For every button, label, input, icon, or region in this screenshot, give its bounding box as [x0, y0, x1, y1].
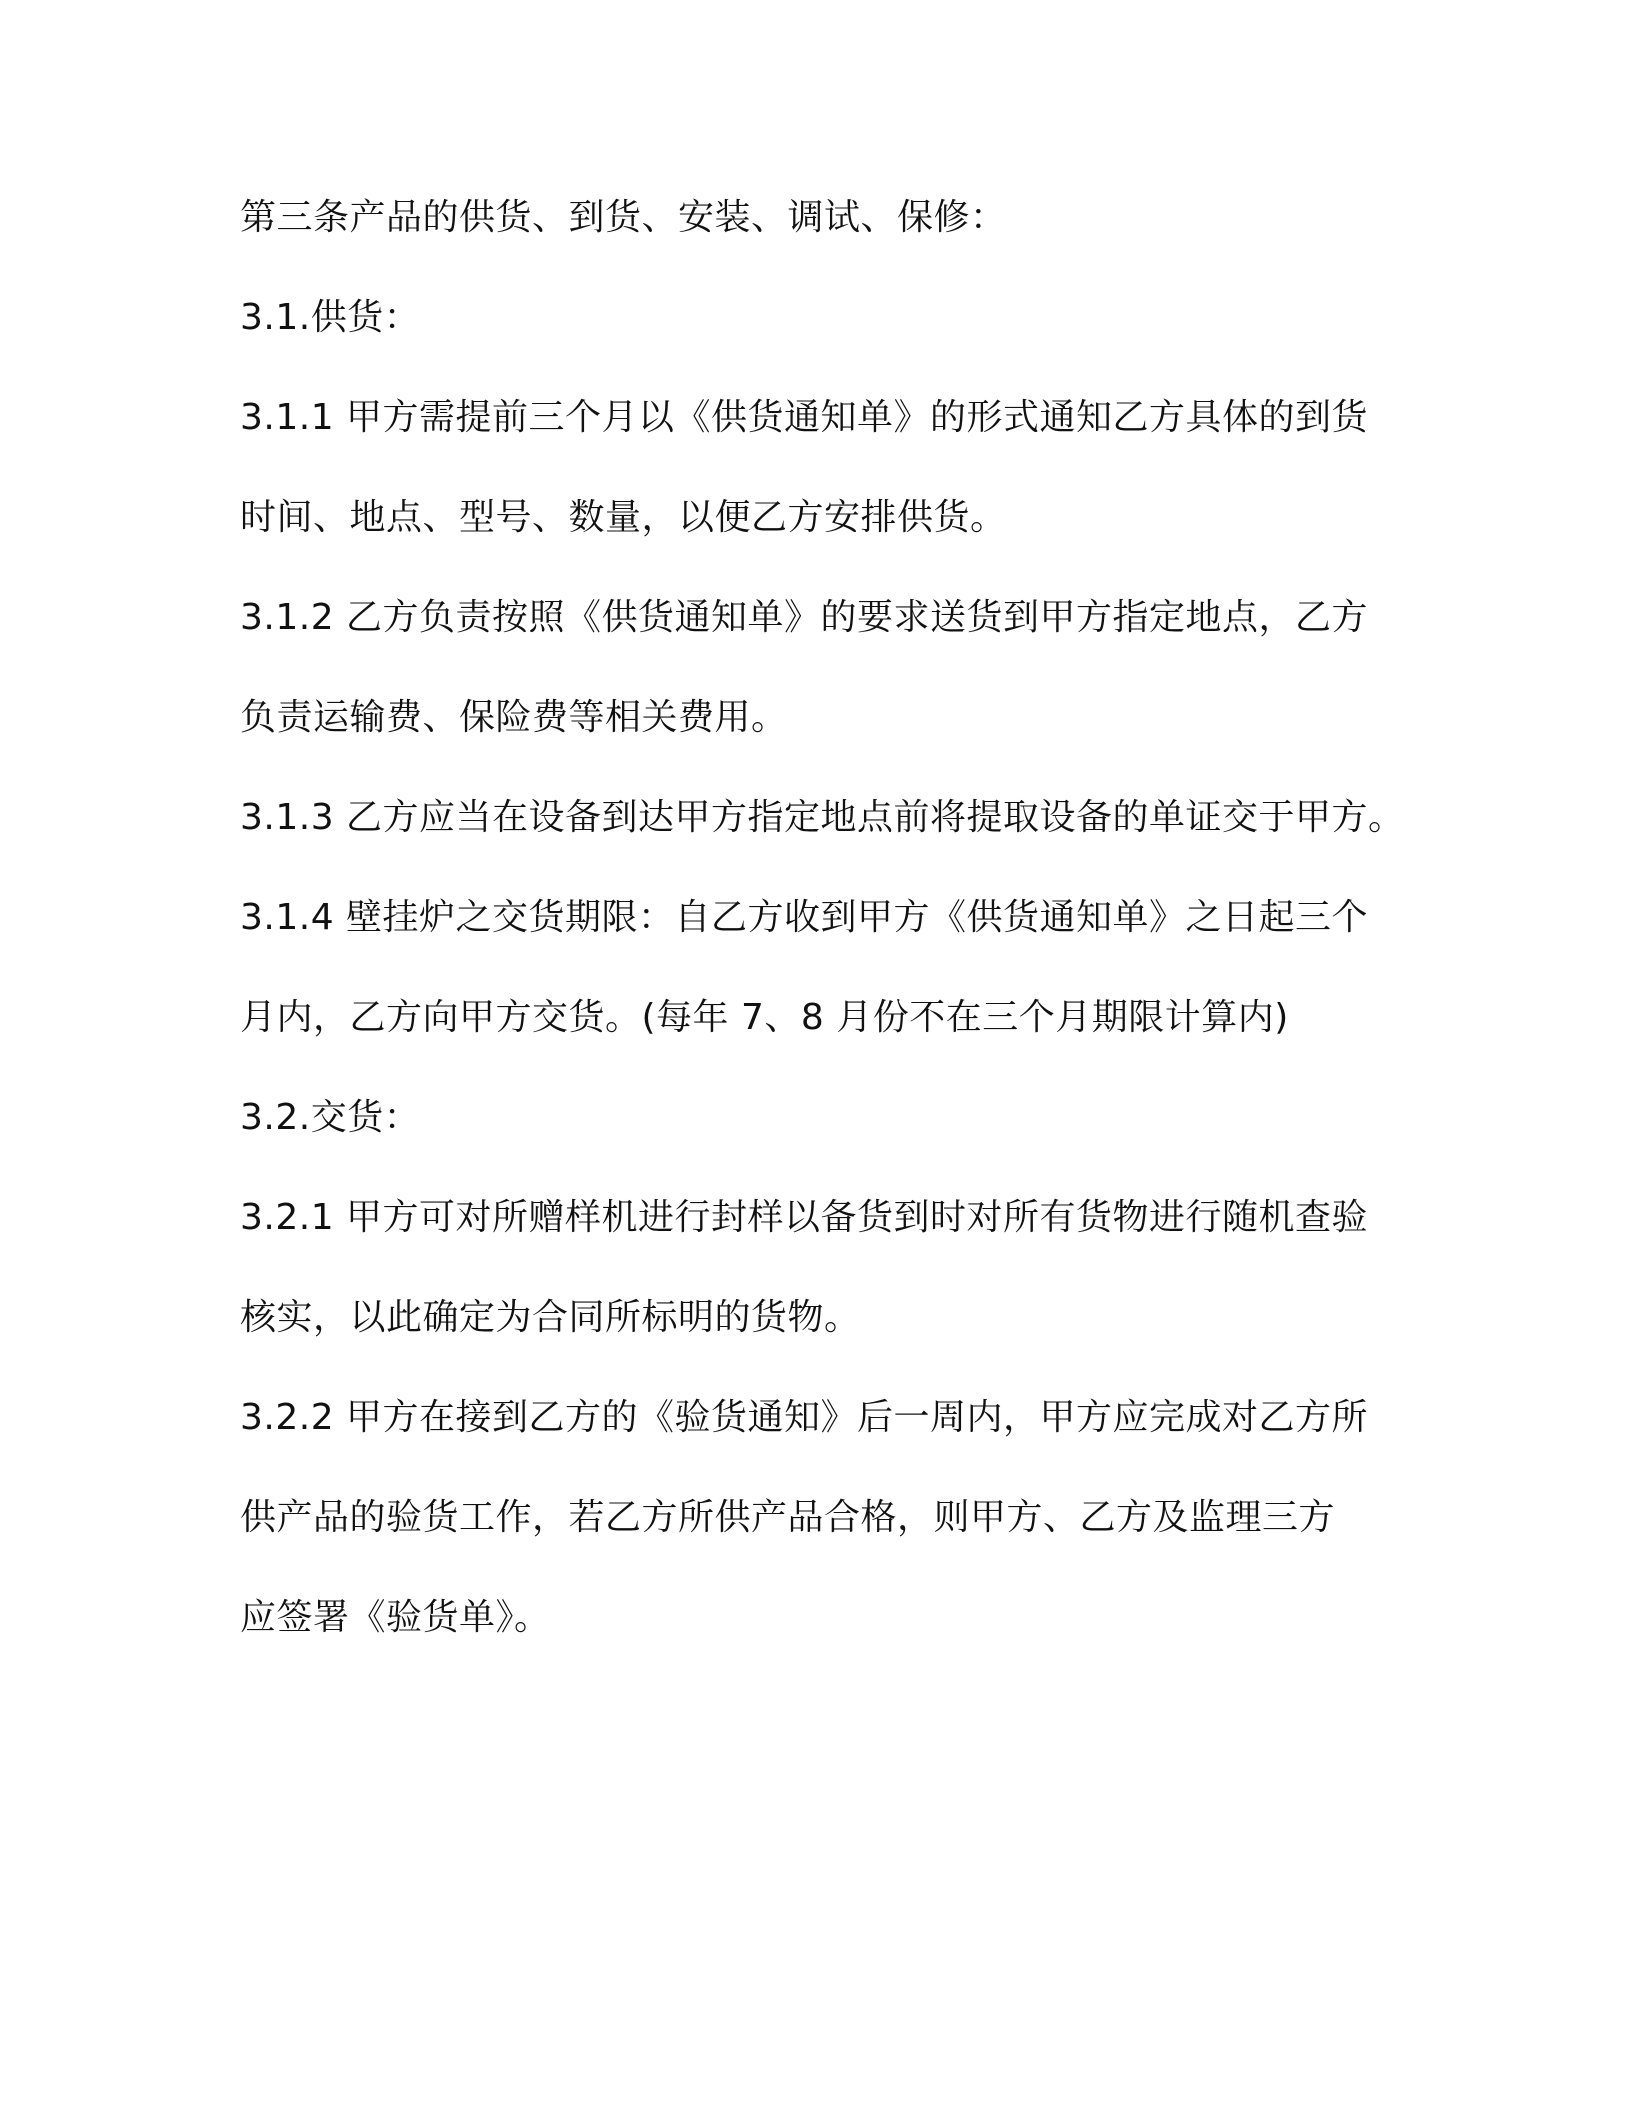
clause-3-1-1-cont: 时间、地点、型号、数量，以便乙方安排供货。: [240, 497, 1007, 538]
section-heading-3-2: 3.2.交货：: [240, 1097, 421, 1138]
section-heading-3-1: 3.1.供货：: [240, 297, 421, 338]
clause-3-2-2-cont-1: 供产品的验货工作，若乙方所供产品合格，则甲方、乙方及监理三方: [240, 1497, 1336, 1538]
clause-3-2-2: 3.2.2 甲方在接到乙方的《验货通知》后一周内，甲方应完成对乙方所: [240, 1397, 1369, 1438]
clause-3-2-1-cont: 核实，以此确定为合同所标明的货物。: [240, 1297, 861, 1338]
clause-3-1-2-cont: 负责运输费、保险费等相关费用。: [240, 697, 788, 738]
clause-3-1-3: 3.1.3 乙方应当在设备到达甲方指定地点前将提取设备的单证交于甲方。: [240, 797, 1405, 838]
article-heading: 第三条产品的供货、到货、安装、调试、保修：: [240, 197, 1007, 238]
clause-3-1-2: 3.1.2 乙方负责按照《供货通知单》的要求送货到甲方指定地点，乙方: [240, 597, 1369, 638]
clause-3-1-4-cont: 月内，乙方向甲方交货。(每年 7、8 月份不在三个月期限计算内): [240, 997, 1289, 1038]
clause-3-1-1: 3.1.1 甲方需提前三个月以《供货通知单》的形式通知乙方具体的到货: [240, 397, 1369, 438]
clause-3-2-2-cont-2: 应签署《验货单》。: [240, 1597, 551, 1638]
clause-3-1-4: 3.1.4 壁挂炉之交货期限：自乙方收到甲方《供货通知单》之日起三个: [240, 897, 1369, 938]
clause-3-2-1: 3.2.1 甲方可对所赠样机进行封样以备货到时对所有货物进行随机查验: [240, 1197, 1369, 1238]
